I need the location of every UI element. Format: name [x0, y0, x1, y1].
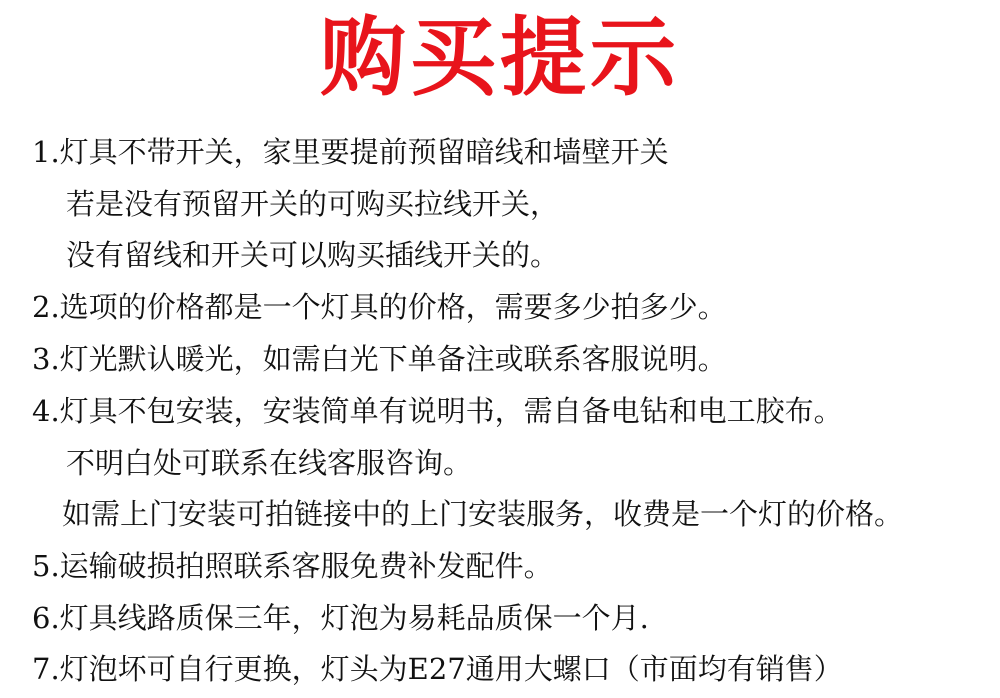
page-title: 购买提示	[320, 8, 680, 108]
notice-item-4: 4.灯具不包安装，安装简单有说明书，需自备电钻和电工胶布。	[32, 394, 843, 428]
notice-item-3: 3.灯光默认暖光，如需白光下单备注或联系客服说明。	[32, 342, 727, 376]
notice-item-1: 1.灯具不带开关，家里要提前预留暗线和墙壁开关	[32, 135, 669, 169]
notice-item-7: 7.灯泡坏可自行更换，灯头为E27通用大螺口（市面均有销售）	[32, 652, 843, 686]
notice-item-1-continuation-b: 没有留线和开关可以购买插线开关的。	[66, 238, 560, 272]
notice-item-6: 6.灯具线路质保三年，灯泡为易耗品质保一个月.	[32, 601, 649, 635]
notice-item-4-continuation-a: 不明白处可联系在线客服咨询。	[66, 446, 473, 480]
notice-item-1-continuation-a: 若是没有预留开关的可购买拉线开关，	[66, 187, 560, 221]
notice-item-2: 2.选项的价格都是一个灯具的价格，需要多少拍多少。	[32, 290, 727, 324]
notice-item-5: 5.运输破损拍照联系客服免费补发配件。	[32, 549, 553, 583]
notice-item-4-continuation-b: 如需上门安装可拍链接中的上门安装服务，收费是一个灯的价格。	[62, 497, 904, 531]
